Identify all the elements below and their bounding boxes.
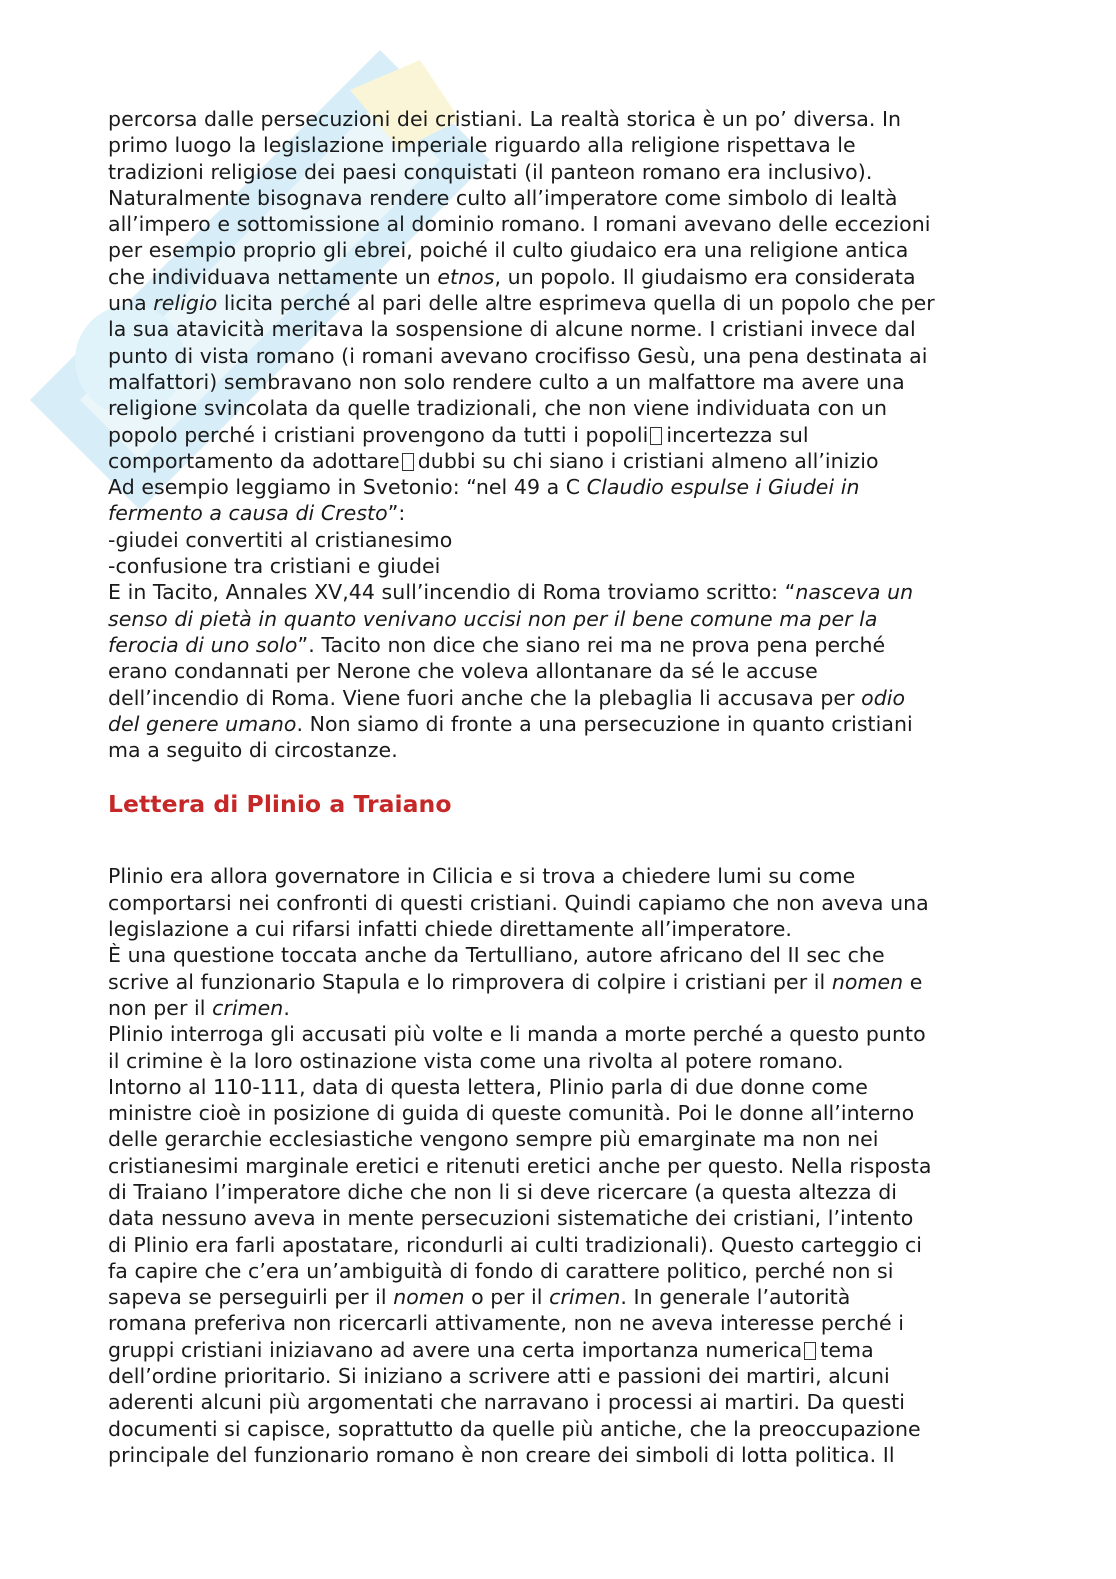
paragraph-line: dell’ordine prioritario. Si iniziano a scrivere atti e passioni dei martiri, alcuni xyxy=(108,1364,890,1389)
italic-term: crimen xyxy=(212,995,284,1020)
paragraph-line: malfattori) sembravano non solo rendere culto a un malfattore ma avere una xyxy=(108,369,905,394)
paragraph-line: dell’incendio di Roma. Viene fuori anche che la plebaglia li accusava per odio xyxy=(108,685,906,710)
paragraph-line: legislazione a cui rifarsi infatti chiede direttamente all’imperatore. xyxy=(108,917,792,942)
paragraph-line: di Traiano l’imperatore diche che non li si deve ricercare (a questa altezza di xyxy=(108,1179,898,1204)
paragraph-line: comportamento da adottare dubbi su chi siano i cristiani almeno all’inizio xyxy=(108,448,879,473)
italic-term: crimen xyxy=(549,1285,621,1310)
arrow-icon xyxy=(650,427,662,445)
paragraph-line: una religio licita perché al pari delle altre esprimeva quella di un popolo che per xyxy=(108,291,935,316)
paragraph-line: romana preferiva non ricercarli attivamente, non ne aveva interesse perché i xyxy=(108,1311,904,1336)
paragraph-line xyxy=(108,606,1018,632)
paragraph-line: Naturalmente bisognava rendere culto all’imperatore come simbolo di lealtà xyxy=(108,185,898,210)
paragraph-line: di Plinio era farli apostatare, ricondurli ai culti tradizionali). Questo carteggio ci xyxy=(108,1232,923,1257)
paragraph-line: per esempio proprio gli ebrei, poiché il culto giudaico era una religione antica xyxy=(108,238,909,263)
paragraph-line: E in Tacito, Annales XV,44 sull’incendio di Roma troviamo scritto: “nasceva un xyxy=(108,580,914,605)
paragraph-line: la sua atavicità meritava la sospensione di alcune norme. I cristiani invece dal xyxy=(108,317,916,342)
paragraph-line: documenti si capisce, soprattutto da quelle più antiche, che la preoccupazione xyxy=(108,1416,921,1441)
paragraph-line: percorsa dalle persecuzioni dei cristiani. La realtà storica è un po’ diversa. In xyxy=(108,107,902,131)
paragraph-line: Intorno al 110-111, data di questa lettera, Plinio parla di due donne come xyxy=(108,1074,868,1099)
italic-term: del genere umano xyxy=(108,711,297,736)
italic-quote: fermento a causa di Cresto xyxy=(108,501,388,526)
paragraph-line: religione svincolata da quelle tradizionali, che non viene individuata con un xyxy=(108,396,888,421)
paragraph-line: delle gerarchie ecclesiastiche vengono sempre più emarginate ma non nei xyxy=(108,1127,879,1152)
italic-term: odio xyxy=(861,685,906,710)
arrow-icon xyxy=(402,453,414,471)
paragraph-line: del genere umano. Non siamo di fronte a una persecuzione in quanto cristiani xyxy=(108,711,913,736)
paragraph-line: sapeva se perseguirli per il nomen o per il crimen. In generale l’autorità xyxy=(108,1285,851,1310)
section-heading: Lettera di Plinio a Traiano xyxy=(108,790,452,819)
paragraph-line: punto di vista romano (i romani avevano crocifisso Gesù, una pena destinata ai xyxy=(108,343,928,368)
italic-term: nomen xyxy=(393,1285,465,1310)
paragraph-line: gruppi cristiani iniziavano ad avere una certa importanza numerica tema xyxy=(108,1337,874,1362)
paragraph-line: comportarsi nei confronti di questi cristiani. Quindi capiamo che non aveva una xyxy=(108,890,929,915)
italic-term: religio xyxy=(153,291,218,316)
italic-quote: senso di pietà in quanto venivano uccisi non per il bene comune ma per la xyxy=(108,606,878,631)
arrow-icon xyxy=(804,1342,816,1360)
paragraph-line: Ad esempio leggiamo in Svetonio: “nel 49 a C Claudio espulse i Giudei in xyxy=(108,475,860,500)
paragraph-line: fa capire che c’era un’ambiguità di fondo di carattere politico, perché non si xyxy=(108,1258,894,1283)
document-page xyxy=(108,106,1018,1468)
paragraph-line: non per il crimen. xyxy=(108,995,290,1020)
paragraph-line: ferocia di uno solo”. Tacito non dice che siano rei ma ne prova pena perché xyxy=(108,632,886,657)
paragraph-line: È una questione toccata anche da Tertulliano, autore africano del II sec che xyxy=(108,943,885,968)
italic-term: nomen xyxy=(831,969,904,994)
paragraph-line: erano condannati per Nerone che voleva allontanare da sé le accuse xyxy=(108,659,818,684)
italic-quote: Claudio espulse i Giudei in xyxy=(586,475,860,500)
paragraph-line: ministre cioè in posizione di guida di queste comunità. Poi le donne all’interno xyxy=(108,1101,915,1126)
paragraph-line: aderenti alcuni più argomentati che narravano i processi ai martiri. Da questi xyxy=(108,1390,905,1415)
list-item: -giudei convertiti al cristianesimo xyxy=(108,527,453,552)
paragraph-line: Plinio era allora governatore in Cilicia e si trova a chiedere lumi su come xyxy=(108,864,856,889)
paragraph-line: all’impero e sottomissione al dominio romano. I romani avevano delle eccezioni xyxy=(108,212,931,237)
paragraph-line: il crimine è la loro ostinazione vista come una rivolta al potere romano. xyxy=(108,1048,844,1073)
paragraph-line: ma a seguito di circostanze. xyxy=(108,738,398,763)
italic-quote: nasceva un xyxy=(795,580,914,605)
paragraph-line: primo luogo la legislazione imperiale riguardo alla religione rispettava le xyxy=(108,133,856,158)
paragraph-line: tradizioni religiose dei paesi conquistati (il panteon romano era inclusivo). xyxy=(108,159,873,184)
paragraph-line: principale del funzionario romano è non creare dei simboli di lotta politica. Il xyxy=(108,1442,895,1467)
italic-quote: ferocia di uno solo xyxy=(108,632,298,657)
paragraph-line: popolo perché i cristiani provengono da tutti i popoli incertezza sul xyxy=(108,422,809,447)
italic-term: etnos xyxy=(437,264,495,289)
paragraph-line: fermento a causa di Cresto”: xyxy=(108,501,406,526)
paragraph-line: Plinio interroga gli accusati più volte e li manda a morte perché a questo punto xyxy=(108,1022,926,1047)
list-item: -confusione tra cristiani e giudei xyxy=(108,554,441,579)
paragraph-line: cristianesimi marginale eretici e ritenuti eretici anche per questo. Nella risposta xyxy=(108,1153,932,1178)
paragraph-line: scrive al funzionario Stapula e lo rimprovera di colpire i cristiani per il nomen e xyxy=(108,969,923,994)
paragraph-line: data nessuno aveva in mente persecuzioni sistematiche dei cristiani, l’intento xyxy=(108,1206,914,1231)
paragraph-line: che individuava nettamente un etnos, un popolo. Il giudaismo era considerata xyxy=(108,264,916,289)
